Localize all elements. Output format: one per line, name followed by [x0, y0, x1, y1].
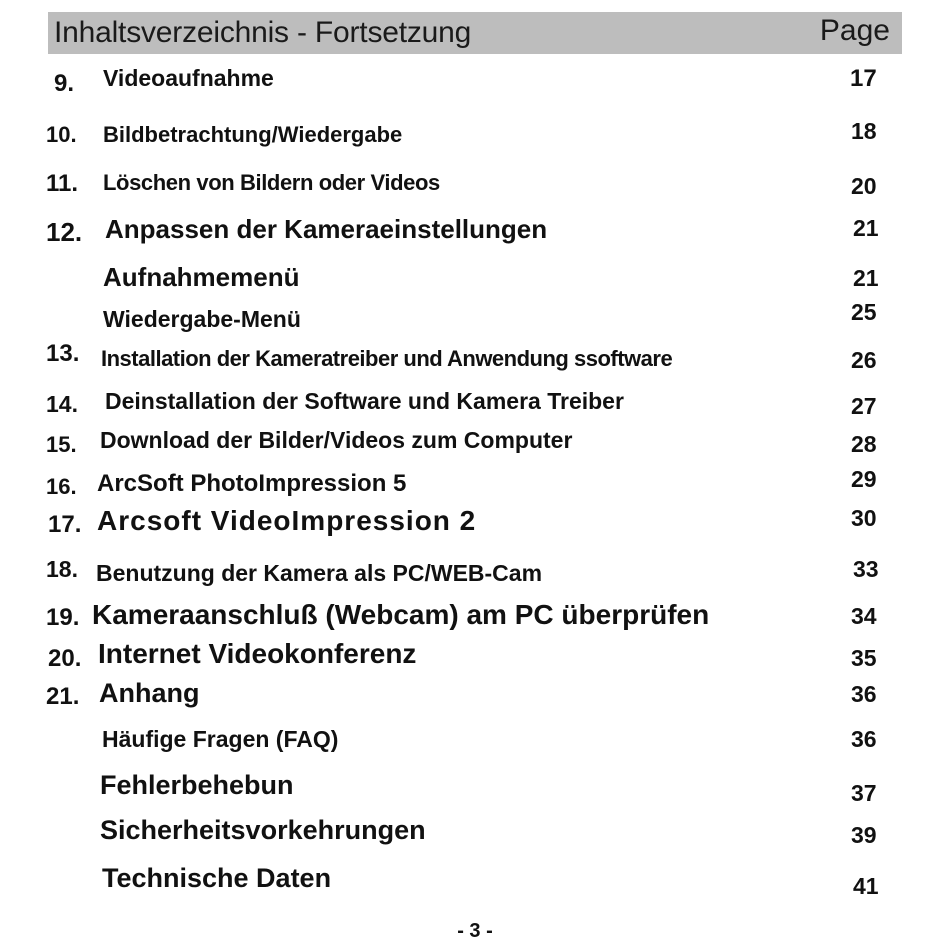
entry-page: 29 [851, 466, 877, 492]
toc-entry[interactable] [0, 638, 950, 674]
entry-label: Fehlerbehebun [100, 770, 294, 800]
entry-label: Installation der Kameratreiber und Anwendung ssoftware [101, 346, 673, 371]
entry-page: 35 [851, 645, 877, 671]
toc-subentry[interactable] [0, 299, 950, 341]
entry-page: 18 [851, 118, 877, 144]
toc-entry[interactable] [0, 599, 950, 635]
entry-label: Anhang [99, 678, 200, 708]
entry-page: 28 [851, 431, 877, 457]
toc-entry[interactable] [0, 505, 950, 541]
entry-label: Arcsoft VideoImpression 2 [97, 505, 477, 536]
entry-label: Anpassen der Kameraeinstellungen [105, 214, 548, 244]
toc-subentry[interactable] [0, 726, 950, 762]
entry-label: ArcSoft PhotoImpression 5 [97, 470, 407, 497]
toc-subentry[interactable] [0, 770, 950, 806]
toc-subentry[interactable] [0, 815, 950, 851]
entry-label: Bildbetrachtung/Wiedergabe [103, 122, 403, 147]
entry-page: 36 [851, 726, 877, 752]
entry-number: 17. [48, 511, 82, 538]
entry-page: 21 [853, 265, 879, 291]
entry-label: Häufige Fragen (FAQ) [102, 726, 339, 752]
entry-label: Download der Bilder/Videos zum Computer [100, 427, 573, 453]
entry-number: 19. [46, 604, 80, 631]
entry-number: 10. [46, 122, 77, 147]
entry-page: 21 [853, 215, 879, 241]
toc-subentry[interactable] [0, 863, 950, 899]
entry-number: 20. [48, 645, 82, 672]
toc-entry[interactable] [0, 214, 950, 250]
toc-entry[interactable] [0, 388, 950, 424]
entry-number: 14. [46, 391, 78, 417]
entry-page: 41 [853, 873, 879, 899]
entry-label: Deinstallation der Software und Kamera Treiber [105, 388, 624, 414]
entry-page: 20 [851, 173, 877, 199]
toc-entry[interactable] [0, 678, 950, 714]
toc-entry[interactable] [0, 466, 950, 505]
entry-number: 11. [46, 170, 79, 197]
toc-entry[interactable] [0, 168, 950, 204]
toc-entry[interactable] [0, 427, 950, 463]
entry-page: 17 [850, 65, 877, 92]
entry-page: 39 [851, 822, 877, 848]
entry-page: 37 [851, 780, 877, 806]
entry-page: 25 [851, 299, 877, 325]
toc-entry[interactable] [0, 556, 950, 592]
toc-entry[interactable] [0, 62, 950, 98]
entry-page: 33 [853, 556, 879, 582]
entry-label: Benutzung der Kamera als PC/WEB-Cam [96, 560, 543, 586]
entry-page: 34 [851, 603, 877, 629]
entry-page: 30 [851, 505, 877, 531]
entry-number: 18. [46, 556, 78, 582]
entry-label: Wiedergabe-Menü [103, 306, 301, 332]
entry-number: 9. [54, 70, 75, 97]
entry-label: Technische Daten [102, 863, 332, 893]
entry-label: Internet Videokonferenz [98, 638, 417, 669]
entry-number: 21. [46, 683, 80, 710]
toc-entry[interactable] [0, 340, 950, 379]
entry-number: 13. [46, 340, 80, 367]
toc-header-bar [48, 12, 902, 54]
entry-page: 26 [851, 347, 877, 373]
page-number: - 3 - [457, 920, 493, 942]
entry-label: Kameraanschluß (Webcam) am PC überprüfen [92, 599, 710, 630]
toc-entry[interactable] [0, 118, 950, 154]
toc-subentry[interactable] [0, 262, 950, 298]
entry-label: Sicherheitsvorkehrungen [100, 815, 426, 845]
entry-label: Löschen von Bildern oder Videos [103, 170, 440, 195]
entry-page: 27 [851, 393, 877, 419]
toc-title: Inhaltsverzeichnis - Fortsetzung [54, 16, 472, 49]
entry-number: 15. [46, 432, 77, 457]
entry-number: 16. [46, 474, 77, 499]
entry-label: Aufnahmemenü [103, 262, 300, 292]
entry-number: 12. [46, 217, 83, 247]
page-column-label: Page [819, 14, 890, 47]
entry-page: 36 [851, 681, 877, 707]
entry-label: Videoaufnahme [103, 65, 274, 91]
